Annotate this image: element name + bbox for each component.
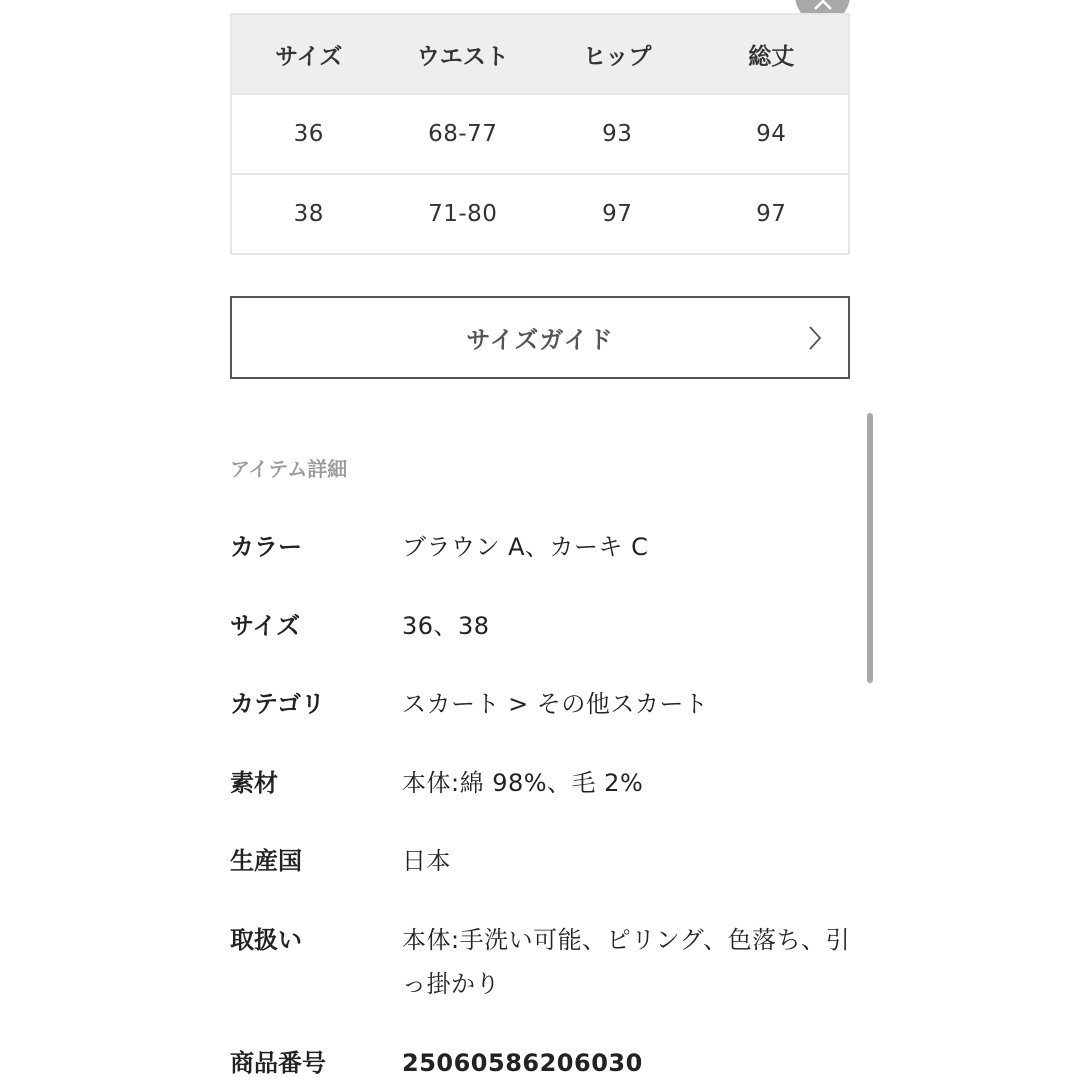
detail-label: 取扱い bbox=[230, 926, 302, 954]
table-cell: 38 bbox=[231, 174, 386, 254]
size-table bbox=[230, 13, 850, 255]
close-icon bbox=[813, 0, 833, 11]
size-guide-label: サイズガイド bbox=[466, 326, 614, 354]
size-table-header: 総丈 bbox=[695, 14, 850, 94]
size-table-header: ウエスト bbox=[386, 14, 541, 94]
scrollbar[interactable] bbox=[867, 413, 873, 683]
table-row bbox=[231, 174, 849, 254]
table-cell: 93 bbox=[540, 94, 695, 174]
size-table-header: ヒップ bbox=[540, 14, 695, 94]
detail-label: カラー bbox=[230, 533, 302, 561]
detail-row-material bbox=[230, 761, 860, 805]
table-row bbox=[231, 94, 849, 174]
detail-label: サイズ bbox=[230, 612, 301, 640]
table-cell: 68-77 bbox=[386, 94, 541, 174]
detail-row-product-number bbox=[230, 1041, 860, 1080]
item-details-title: アイテム詳細 bbox=[230, 457, 348, 481]
detail-label: 素材 bbox=[230, 769, 278, 797]
detail-value: 日本 bbox=[402, 847, 451, 875]
detail-label: 商品番号 bbox=[230, 1049, 326, 1077]
detail-value: 25060586206030 bbox=[402, 1049, 643, 1077]
table-cell: 97 bbox=[695, 174, 850, 254]
detail-row-country bbox=[230, 839, 860, 883]
table-cell: 94 bbox=[695, 94, 850, 174]
size-table-header-row bbox=[231, 14, 849, 94]
detail-row-color bbox=[230, 525, 860, 569]
detail-value: 本体:綿 98%、毛 2% bbox=[402, 769, 644, 797]
detail-label: カテゴリ bbox=[230, 690, 326, 718]
table-cell: 36 bbox=[231, 94, 386, 174]
table-cell: 97 bbox=[540, 174, 695, 254]
detail-value: ブラウン A、カーキ C bbox=[402, 533, 649, 561]
detail-row-size bbox=[230, 604, 860, 648]
size-guide-button[interactable] bbox=[230, 296, 850, 379]
detail-value: 36、38 bbox=[402, 612, 490, 640]
detail-value: 本体:手洗い可能、ピリング、色落ち、引っ掛かり bbox=[402, 926, 851, 998]
size-table-header: サイズ bbox=[231, 14, 386, 94]
detail-row-care bbox=[230, 918, 860, 1006]
table-cell: 71-80 bbox=[386, 174, 541, 254]
detail-value: スカート > その他スカート bbox=[402, 690, 709, 718]
chevron-right-icon bbox=[808, 325, 822, 351]
detail-label: 生産国 bbox=[230, 847, 302, 875]
detail-row-category bbox=[230, 682, 860, 726]
